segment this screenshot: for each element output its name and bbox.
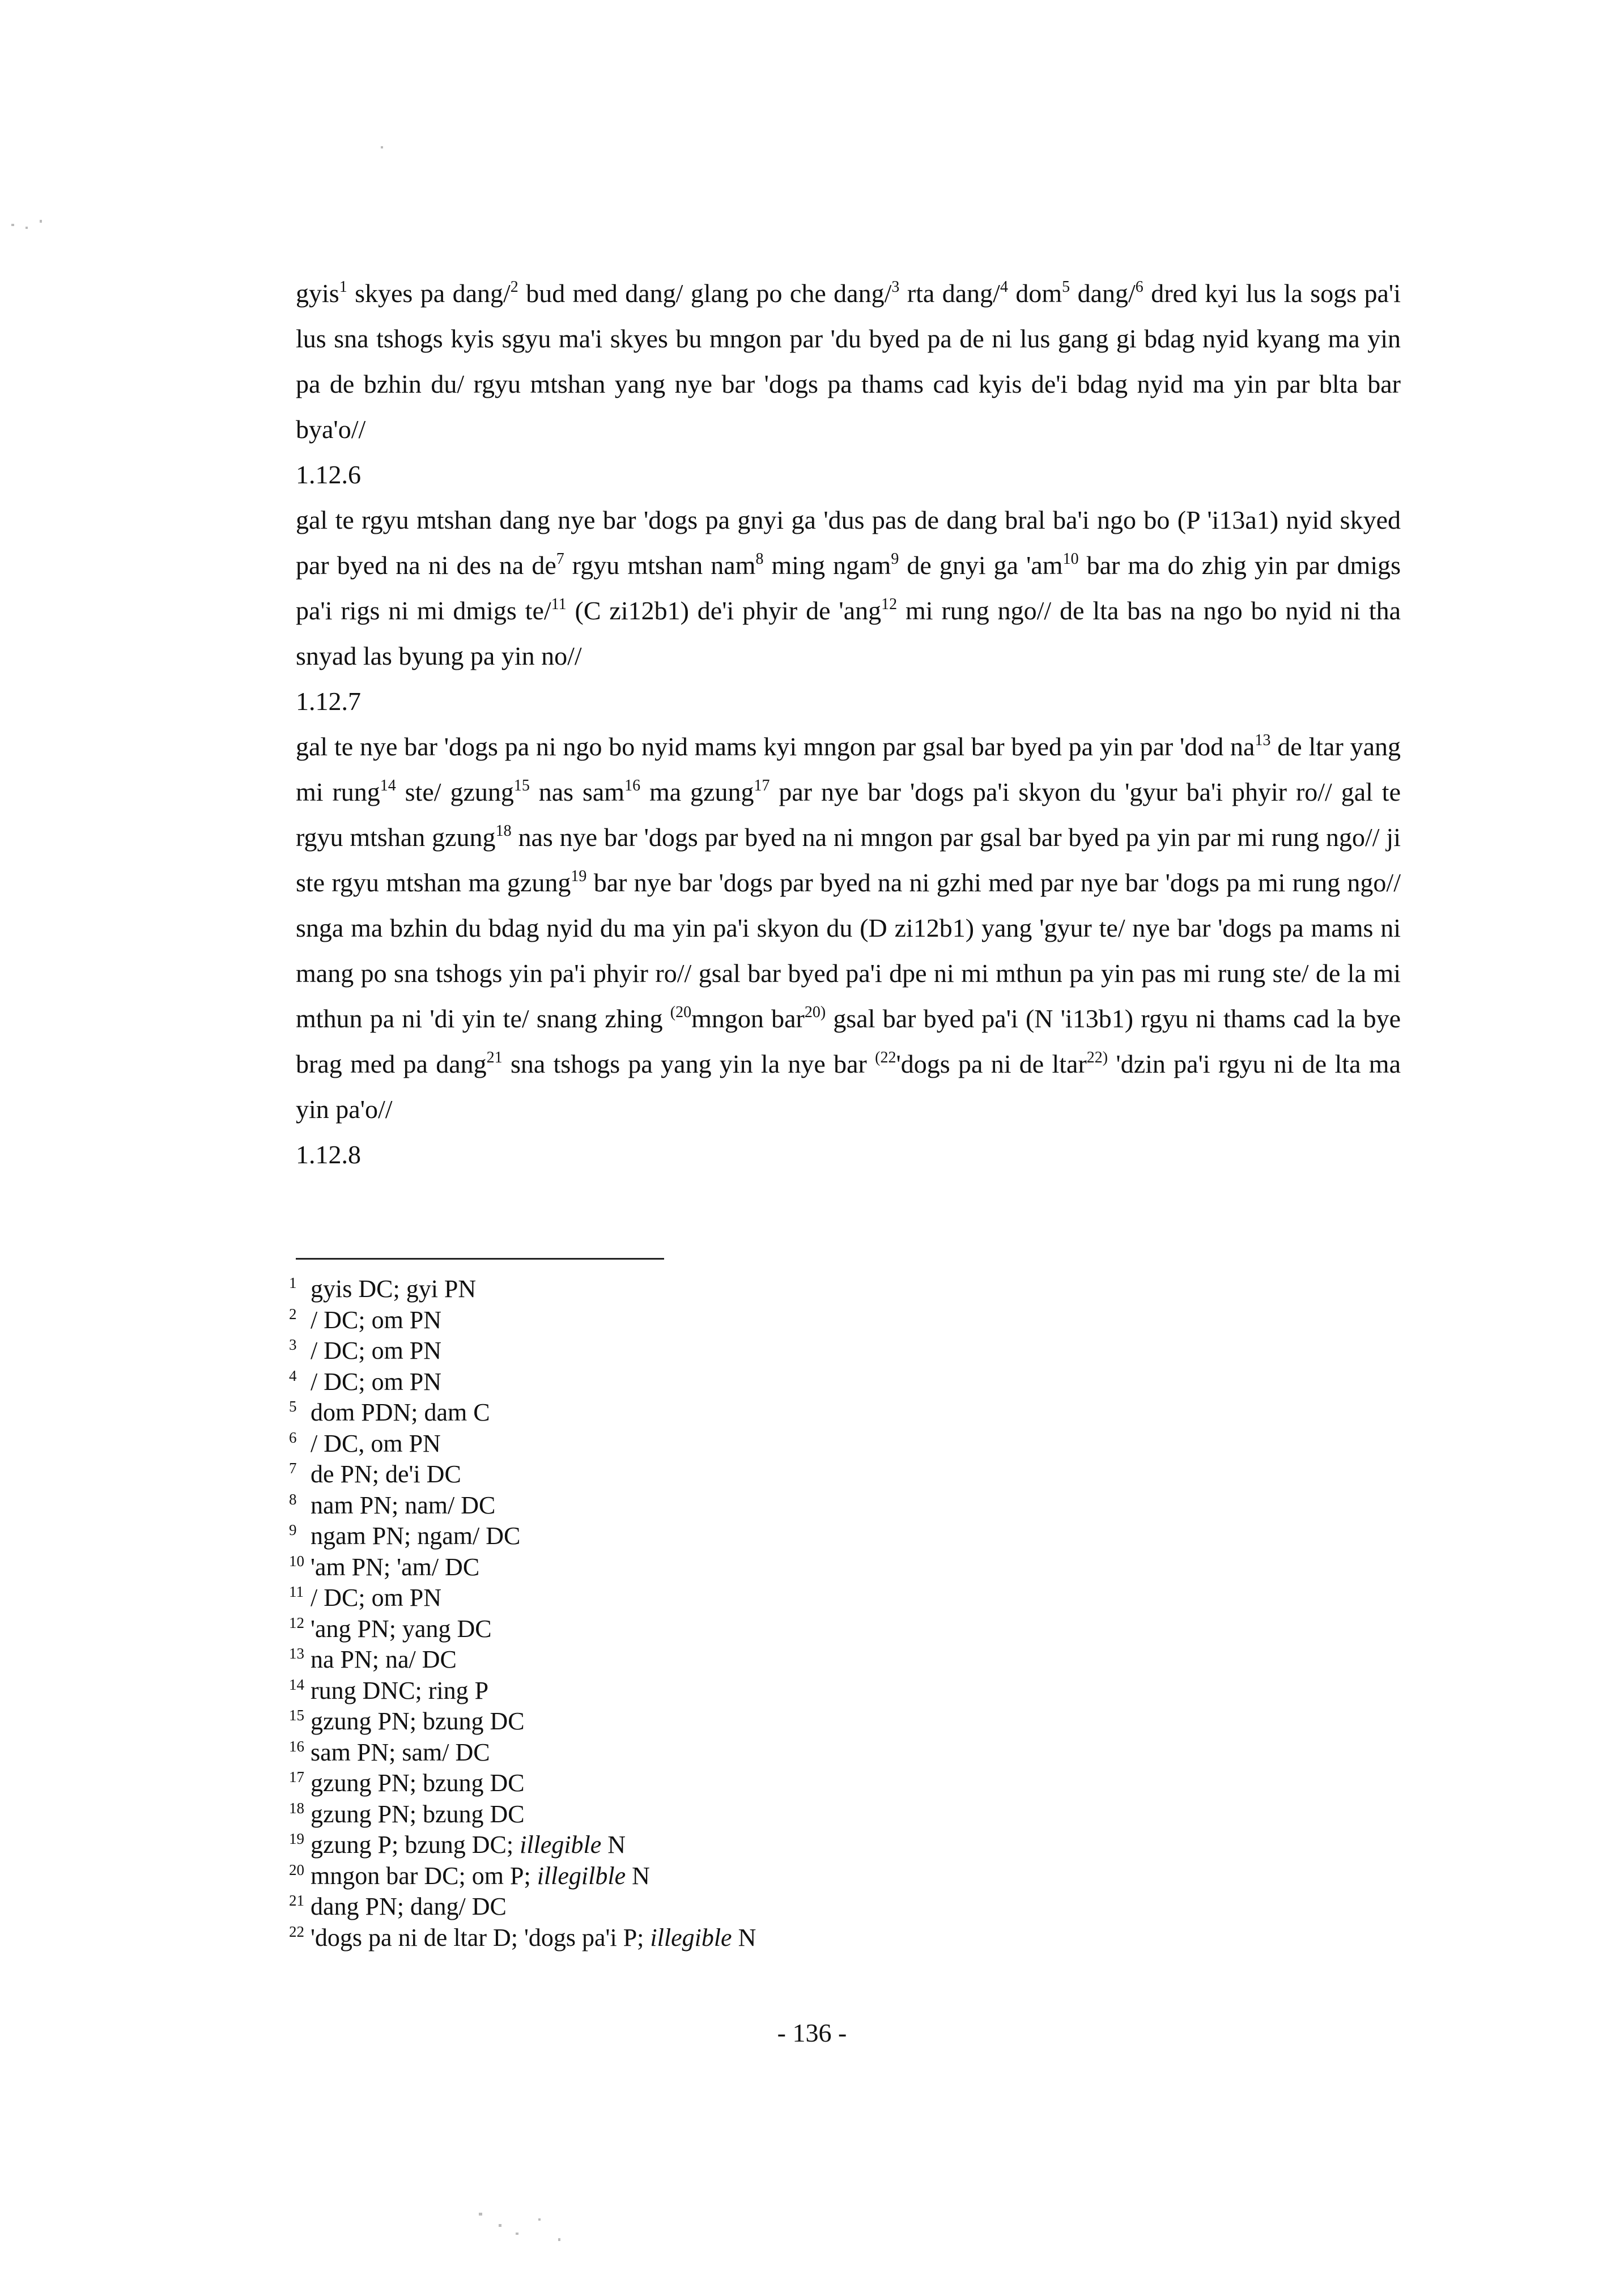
footnote-marker: 8 xyxy=(755,550,764,568)
scan-speck xyxy=(381,146,383,148)
footnote-marker: 12 xyxy=(881,596,898,613)
text-run: gzung PN; bzung DC xyxy=(311,1769,525,1797)
footnote: 6 / DC, om PN xyxy=(289,1428,441,1457)
footnote: 12 'ang PN; yang DC xyxy=(289,1614,492,1643)
text-run: ma gzung xyxy=(640,777,754,806)
text-run: dang PN; dang/ DC xyxy=(311,1893,507,1920)
text-run: dang/ xyxy=(1070,279,1136,308)
text-run: gzung PN; bzung DC xyxy=(311,1800,525,1828)
footnote: 2 / DC; om PN xyxy=(289,1305,442,1334)
footnote: 19 gzung P; bzung DC; illegible N xyxy=(289,1830,626,1859)
text-run: N xyxy=(626,1861,650,1890)
text-run: gyis xyxy=(296,279,339,308)
text-run: ming ngam xyxy=(763,551,891,580)
footnotes xyxy=(289,1274,1082,1953)
footnote-marker: 1 xyxy=(339,278,347,296)
text-run: par nye bar 'dogs pa'i skyon du 'gyur ba'i phyir ro// gal te rgyu mtshan gzung xyxy=(296,777,1401,852)
footnote-separator xyxy=(296,1258,664,1260)
paragraph xyxy=(296,271,1401,452)
text-run: 'dzin pa'i rgyu ni de lta ma yin pa'o// xyxy=(296,1049,1401,1124)
text-run: dred kyi lus la sogs pa'i lus sna tshogs kyis sgyu ma'i skyes bu mngon par 'du byed pa de ni lus gang gi bdag nyid kyang ma yin pa de bzhin du/ rgyu mtshan yang nye bar 'dogs pa thams cad kyis de'i bdag nyid ma yin par blta bar bya'o// xyxy=(296,279,1401,444)
scan-speck xyxy=(558,2238,560,2241)
text-run: mngon bar DC; om P; xyxy=(311,1861,537,1890)
footnote: 22 'dogs pa ni de ltar D; 'dogs pa'i P; illegible N xyxy=(289,1923,756,1951)
scan-speck xyxy=(516,2233,518,2235)
footnote-marker: 18 xyxy=(495,822,512,840)
footnote: 16 sam PN; sam/ DC xyxy=(289,1737,490,1766)
footnote-marker: 16 xyxy=(624,777,641,794)
footnote: 4 / DC; om PN xyxy=(289,1367,442,1396)
footnote: 5 dom PDN; dam C xyxy=(289,1398,490,1426)
text-run: nam PN; nam/ DC xyxy=(311,1491,496,1519)
footnote: 15 gzung PN; bzung DC xyxy=(289,1707,525,1735)
text-run: bar ma do zhig yin par dmigs pa'i rigs ni mi dmigs te/ xyxy=(296,551,1401,625)
italic-text: illegible xyxy=(650,1923,732,1951)
footnote-marker: 3 xyxy=(891,278,900,296)
footnote-marker: 6 xyxy=(1135,278,1143,296)
text-run: 'dogs pa ni de ltar xyxy=(896,1049,1087,1078)
footnote-marker: 21 xyxy=(486,1049,503,1066)
text-run: gzung P; bzung DC; xyxy=(311,1831,520,1859)
text-run: dom PDN; dam C xyxy=(311,1398,490,1426)
footnote: 1 gyis DC; gyi PN xyxy=(289,1274,477,1303)
text-run: rung DNC; ring P xyxy=(311,1676,489,1704)
text-run: gsal bar byed pa'i (N 'i13b1) rgyu ni thams cad la bye brag med pa dang xyxy=(296,1004,1401,1078)
text-run: ste/ gzung xyxy=(396,777,514,806)
footnote-marker: 5 xyxy=(1062,278,1070,296)
main-text xyxy=(296,271,1401,1177)
text-run: / DC; om PN xyxy=(311,1584,442,1612)
footnote: 3 / DC; om PN xyxy=(289,1336,442,1364)
section-heading: 1.12.8 xyxy=(296,1140,361,1169)
text-run: gal te rgyu mtshan dang nye bar 'dogs pa gnyi ga 'dus pas de dang bral ba'i ngo bo (P 'i13a1) nyid skyed par byed na ni des na de xyxy=(296,505,1401,580)
footnote-marker: 15 xyxy=(513,777,530,794)
text-run: rta dang/ xyxy=(899,279,1000,308)
text-run: dom xyxy=(1007,279,1062,308)
footnote: 10 'am PN; 'am/ DC xyxy=(289,1552,480,1581)
section-heading: 1.12.7 xyxy=(296,687,361,716)
footnote-marker: 22) xyxy=(1086,1049,1108,1066)
text-run: / DC; om PN xyxy=(311,1367,442,1396)
footnote-marker: 13 xyxy=(1255,732,1271,749)
text-run: de ltar yang mi rung xyxy=(296,732,1401,806)
section-heading: 1.12.6 xyxy=(296,460,361,489)
text-run: de PN; de'i DC xyxy=(311,1460,461,1488)
scan-speck xyxy=(479,2213,482,2216)
text-run: N xyxy=(601,1831,626,1859)
footnote-marker: 11 xyxy=(551,596,567,613)
text-run: bud med dang/ glang po che dang/ xyxy=(518,279,892,308)
footnote-marker: (20 xyxy=(670,1004,692,1021)
footnote: 20 mngon bar DC; om P; illegilble N xyxy=(289,1861,650,1890)
footnote-marker: 17 xyxy=(754,777,770,794)
text-run: ngam PN; ngam/ DC xyxy=(311,1522,521,1550)
text-run: rgyu mtshan nam xyxy=(564,551,756,580)
footnote: 13 na PN; na/ DC xyxy=(289,1645,457,1673)
text-run: mngon bar xyxy=(691,1004,805,1033)
footnote-marker: 10 xyxy=(1062,550,1079,568)
text-run: sam PN; sam/ DC xyxy=(311,1738,490,1766)
page-number: - 136 - xyxy=(777,2018,847,2047)
text-run: na PN; na/ DC xyxy=(311,1646,457,1673)
footnote-marker: 4 xyxy=(1000,278,1008,296)
footnote: 18 gzung PN; bzung DC xyxy=(289,1799,525,1828)
text-run: nas sam xyxy=(529,777,625,806)
footnote: 14 rung DNC; ring P xyxy=(289,1676,489,1704)
text-run: mi rung ngo// de lta bas na ngo bo nyid ni tha snyad las byung pa yin no// xyxy=(296,596,1401,670)
footnote-marker: 7 xyxy=(556,550,564,568)
footnote-marker: 20) xyxy=(804,1004,826,1021)
scan-speck xyxy=(499,2224,501,2227)
footnote: 21 dang PN; dang/ DC xyxy=(289,1892,507,1920)
text-run: N xyxy=(732,1923,756,1951)
footnote-marker: 14 xyxy=(380,777,396,794)
text-run: / DC; om PN xyxy=(311,1337,442,1364)
text-run: / DC; om PN xyxy=(311,1306,442,1334)
footnote: 9 ngam PN; ngam/ DC xyxy=(289,1521,521,1550)
scan-speck xyxy=(40,220,42,223)
text-run: nas nye bar 'dogs par byed na ni mngon par gsal bar byed pa yin par mi rung ngo// ji ste rgyu mtshan ma gzung xyxy=(296,823,1401,897)
scan-speck xyxy=(538,2218,541,2221)
footnote-marker: 9 xyxy=(891,550,899,568)
text-run: skyes pa dang/ xyxy=(347,279,511,308)
text-run: / DC, om PN xyxy=(311,1429,441,1457)
footnote: 8 nam PN; nam/ DC xyxy=(289,1490,496,1519)
text-run: gzung PN; bzung DC xyxy=(311,1707,525,1735)
footnote-marker: 19 xyxy=(571,868,587,885)
footnote-marker: 2 xyxy=(510,278,518,296)
text-run: 'dogs pa ni de ltar D; 'dogs pa'i P; xyxy=(311,1923,651,1951)
footnote-marker: (22 xyxy=(875,1049,896,1066)
text-run: gyis DC; gyi PN xyxy=(311,1275,477,1303)
paragraph xyxy=(296,724,1401,1132)
text-run: (C zi12b1) de'i phyir de 'ang xyxy=(566,596,882,625)
footnote: 11 / DC; om PN xyxy=(289,1583,442,1612)
paragraph xyxy=(296,498,1401,679)
text-run: 'am PN; 'am/ DC xyxy=(311,1553,480,1581)
italic-text: illegilble xyxy=(537,1861,626,1890)
footnote: 17 gzung PN; bzung DC xyxy=(289,1768,525,1797)
italic-text: illegible xyxy=(520,1831,602,1859)
scan-speck xyxy=(11,224,14,226)
footnote: 7 de PN; de'i DC xyxy=(289,1460,461,1488)
text-run: de gnyi ga 'am xyxy=(899,551,1063,580)
text-run: 'ang PN; yang DC xyxy=(311,1614,492,1643)
text-run: sna tshogs pa yang yin la nye bar xyxy=(502,1049,875,1078)
text-run: gal te nye bar 'dogs pa ni ngo bo nyid mams kyi mngon par gsal bar byed pa yin par 'dod na xyxy=(296,732,1255,761)
text-run: bar nye bar 'dogs par byed na ni gzhi med par nye bar 'dogs pa mi rung ngo// snga ma bzhin du bdag nyid du ma yin pa'i skyon du (D zi12b1) yang 'gyur te/ nye bar 'dogs pa mams ni mang po sna tshogs yin pa'i phyir ro// gsal bar byed pa'i dpe ni mi mthun pa yin pas mi rung ste/ de la mi mthun pa ni 'di yin te/ snang zhing xyxy=(296,868,1401,1033)
scan-speck xyxy=(25,227,28,229)
